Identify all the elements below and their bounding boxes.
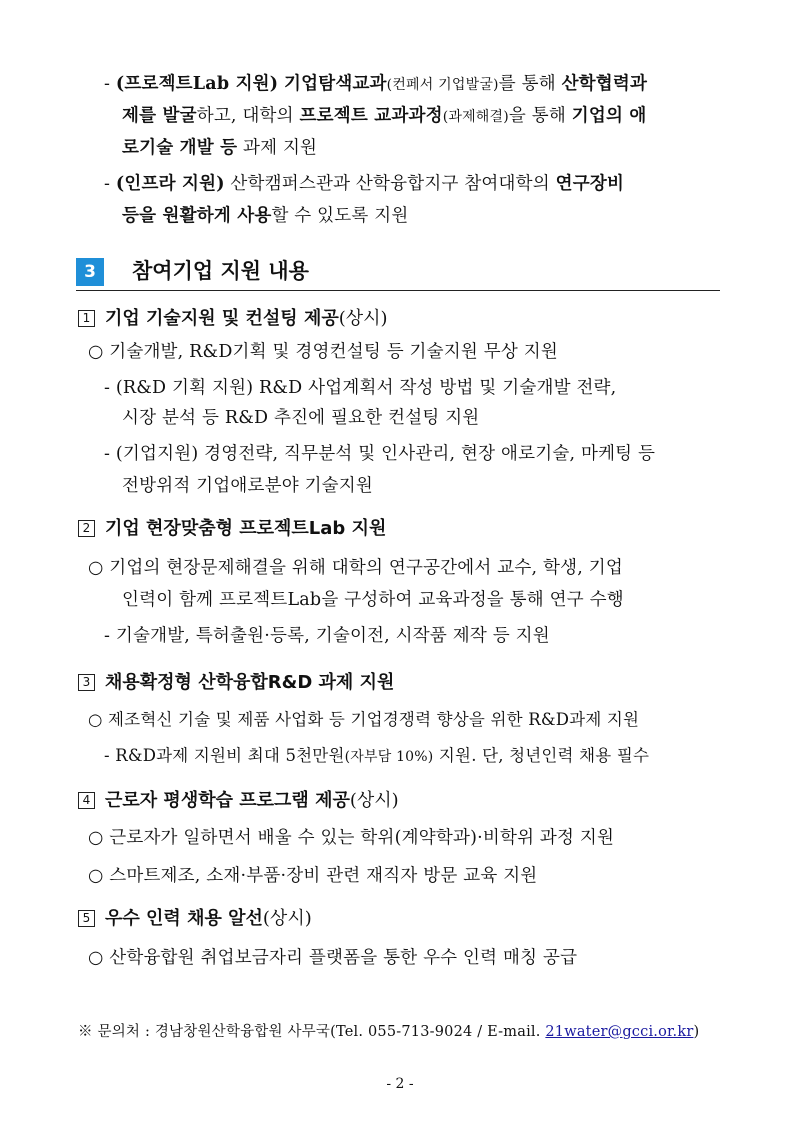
text: 산학캠퍼스관과 산학융합지구 참여대학의 <box>224 174 556 194</box>
contact-line <box>78 1020 699 1044</box>
subsection-title: 채용확정형 산학융합R&D 과제 지원 <box>105 672 395 693</box>
text: 과제 지원 <box>237 138 318 158</box>
subsection-suffix: (상시) <box>349 790 399 811</box>
sub1-line: 전방위적 기업애로분야 기술지원 <box>122 476 373 496</box>
text: 기업의 애 <box>571 106 647 126</box>
contact-text: ※ 문의처 : 경남창원산학융합원 사무국(Tel. 055-713-9024 / E-mail. <box>78 1024 546 1040</box>
intro-bullet-2-line-1 <box>104 172 624 196</box>
contact-text: ) <box>693 1024 700 1040</box>
text: 로기술 개발 등 <box>122 138 238 158</box>
text: (프로젝트Lab 지원) <box>115 74 279 94</box>
sub3-line-2 <box>104 744 649 769</box>
text: 제를 발굴 <box>122 106 197 126</box>
sub4-line: ○ 스마트제조, 소재·부품·장비 관련 재직자 방문 교육 지원 <box>88 866 538 886</box>
text: 을 통해 <box>508 106 572 126</box>
text: - R&D과제 지원비 최대 5천만원 <box>104 746 345 765</box>
section-heading <box>76 256 720 291</box>
subsection-1-heading <box>78 306 388 332</box>
subsection-3-heading <box>78 670 394 696</box>
text: (과제해결) <box>442 109 509 125</box>
text: 연구장비 <box>555 174 625 194</box>
sub1-line: - (R&D 기획 지원) R&D 사업계획서 작성 방법 및 기술개발 전략, <box>104 378 617 398</box>
subsection-title: 기업 현장맞춤형 프로젝트Lab 지원 <box>105 518 387 539</box>
subsection-title: 근로자 평생학습 프로그램 제공 <box>105 790 350 811</box>
sub5-line: ○ 산학융합원 취업보금자리 플랫폼을 통한 우수 인력 매칭 공급 <box>88 948 578 968</box>
intro-bullet-1-line-2 <box>122 104 646 129</box>
intro-bullet-1-line-1 <box>104 72 647 97</box>
box-number: 2 <box>78 520 95 537</box>
subsection-title: 기업 기술지원 및 컨설팅 제공 <box>105 308 339 329</box>
subsection-suffix: (상시) <box>338 308 388 329</box>
text: 프로젝트 교과과정 <box>299 106 443 126</box>
intro-bullet-1-line-3 <box>122 136 317 160</box>
text: 를 통해 <box>498 74 562 94</box>
text: 등을 원활하게 사용 <box>122 206 272 226</box>
text: 기업탐색교과 <box>284 74 387 94</box>
box-number: 5 <box>78 910 95 927</box>
sub2-line: ○ 기업의 현장문제해결을 위해 대학의 연구공간에서 교수, 학생, 기업 <box>88 558 623 578</box>
sub1-line: ○ 기술개발, R&D기획 및 경영컨설팅 등 기술지원 무상 지원 <box>88 342 558 362</box>
text: - <box>104 174 116 194</box>
intro-bullet-2-line-2 <box>122 204 408 228</box>
text: (자부담 10%) <box>344 749 434 765</box>
text: 지원. 단, 청년인력 채용 필수 <box>433 746 650 765</box>
subsection-title: 우수 인력 채용 알선 <box>105 908 263 929</box>
page-number: - 2 - <box>386 1076 414 1092</box>
subsection-4-heading <box>78 788 399 814</box>
sub3-line: ○ 제조혁신 기술 및 제품 사업화 등 기업경쟁력 향상을 위한 R&D과제 지원 <box>88 710 640 729</box>
sub1-line: 시장 분석 등 R&D 추진에 필요한 컨설팅 지원 <box>122 408 480 428</box>
sub2-line: - 기술개발, 특허출원·등록, 기술이전, 시작품 제작 등 지원 <box>104 626 550 646</box>
box-number: 1 <box>78 310 95 327</box>
box-number: 4 <box>78 792 95 809</box>
text: (컨페서 기업발굴) <box>386 77 499 93</box>
text: 할 수 있도록 지원 <box>271 206 409 226</box>
sub1-line: - (기업지원) 경영전략, 직무분석 및 인사관리, 현장 애로기술, 마케팅 등 <box>104 444 656 464</box>
email-link[interactable]: 21water@gcci.or.kr <box>545 1024 694 1040</box>
text: 산학협력과 <box>561 74 648 94</box>
subsection-5-heading <box>78 906 312 932</box>
section-title: 참여기업 지원 내용 <box>132 259 309 283</box>
text: (인프라 지원) <box>115 174 225 194</box>
section-number-badge: 3 <box>76 258 104 286</box>
subsection-2-heading <box>78 516 386 542</box>
sub2-line: 인력이 함께 프로젝트Lab을 구성하여 교육과정을 통해 연구 수행 <box>122 590 624 610</box>
sub4-line: ○ 근로자가 일하면서 배울 수 있는 학위(계약학과)·비학위 과정 지원 <box>88 828 615 848</box>
text: 하고, 대학의 <box>196 106 300 126</box>
box-number: 3 <box>78 674 95 691</box>
subsection-suffix: (상시) <box>262 908 312 929</box>
text: - <box>104 74 116 94</box>
